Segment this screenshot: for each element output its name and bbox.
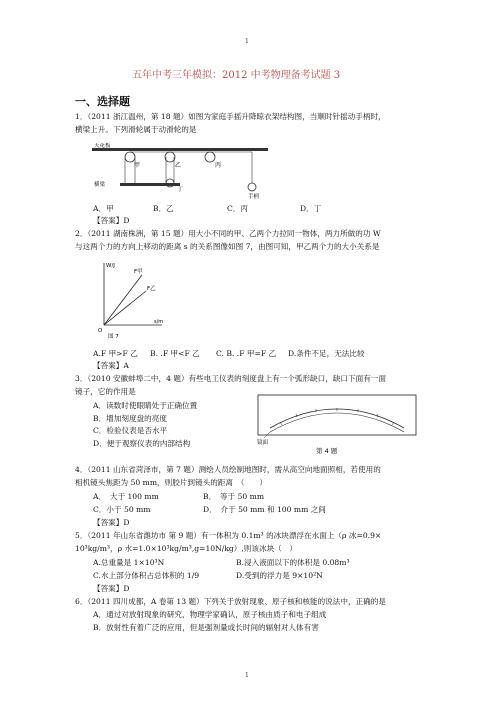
q2-option-b: B. .F 甲<F 乙 — [150, 349, 200, 358]
ceiling-label: 天花板 — [94, 143, 111, 149]
q1-figure — [92, 143, 272, 200]
pulley-yi — [165, 152, 175, 162]
q4-stem-line2: 相机镜头焦距为 50 mm，则胶片到镜头的距离 （ ） — [75, 478, 268, 487]
q3-option-d: D．便于观察仪表的内部结构 — [93, 439, 191, 448]
q2-stem-line1: 2．（2011 湖南株洲，第 15 题）用大小不同的甲、乙两个力拉同一物体，两力所做的功 W — [75, 229, 381, 238]
mirror-label: 镜面 — [257, 440, 269, 446]
q5-stem-line2: 10³kg/m³，ρ 水=1.0×10³kg/m³,g=10N/kg）,则该冰块（ ） — [75, 544, 297, 553]
page-header-number: 1 — [245, 38, 249, 45]
label-handle: 手柄 — [248, 194, 260, 200]
q4-option-b: B． 等于 50 mm — [203, 492, 265, 501]
q1-option-b: B．乙 — [153, 204, 174, 213]
s-axis-label: s/m — [154, 319, 164, 325]
q3-option-a: A．读数时使眼睛处于正确位置 — [93, 401, 198, 410]
q3-stem-line2: 镜子，它的作用是 — [75, 387, 136, 396]
section-heading: 一、选择题 — [75, 95, 130, 108]
handle-wheel — [248, 183, 256, 191]
fig4-caption: 第 4 题 — [316, 447, 338, 455]
q5-stem-line1: 5．（2011 年山东省潍坊市 第 9 题）有一体积为 0.1m³ 的冰块漂浮在水面上（ρ 冰=0.9× — [75, 531, 382, 540]
q1-stem-line2: 横梁上升。下列滑轮属于动滑轮的是 — [75, 125, 197, 134]
q6-option-b: B．放射性有着广泛的应用，但是强剂量或长时间的辐射对人体有害 — [93, 623, 319, 632]
fig7-caption: 图 7 — [108, 334, 119, 340]
q1-answer: 【答案】D — [93, 216, 130, 225]
q3-stem-line1: 3．（2010 安徽蚌埠二中，4 题）有些电工仪表的刻度盘上有一个弧形缺口，缺口下面有一面 — [75, 374, 386, 383]
scale-ticks — [280, 408, 394, 425]
line-f-yi — [104, 291, 146, 325]
q3-figure — [256, 394, 420, 456]
line-f-jia — [104, 275, 142, 325]
q2-figure — [90, 257, 170, 341]
q3-option-b: B．增加刻度盘的亮度 — [93, 414, 167, 423]
label-jia: 甲 — [134, 162, 141, 169]
q4-option-d: D． 介于 50 mm 和 100 mm 之间 — [203, 505, 326, 514]
q4-option-c: C．小于 50 mm — [93, 505, 151, 514]
q6-stem-line1: 6．（2011 四川成都，A 卷第 13 题）下列关于放射现象、原子核和核能的说法中，正确的是 — [75, 597, 386, 606]
q2-stem-line2: 与这两个力的方向上移动的距离 s 的关系图像如图 7，由图可知，甲乙两个力的大小关系是 — [75, 242, 380, 251]
q5-option-c: C.水上部分体积占总体积的 1/9 — [93, 571, 200, 580]
q2-option-d: D.条件不足，无法比较 — [288, 349, 365, 358]
q1-option-c: C．丙 — [227, 204, 248, 213]
label-ding: 丁 — [177, 186, 184, 193]
f-jia-label: F甲 — [134, 269, 143, 275]
q5-option-d: D.受到的浮力是 9×10²N — [236, 571, 323, 580]
label-bing: 丙 — [215, 162, 222, 169]
pulley-bing — [205, 152, 215, 162]
q4-answer: 【答案】D — [93, 518, 130, 527]
q5-option-b: B.浸入液面以下的体积是 0.08m³ — [236, 558, 350, 567]
pulley-jia — [125, 152, 135, 162]
q1-option-d: D．丁 — [300, 204, 322, 213]
label-yi: 乙 — [175, 162, 182, 169]
q4-option-a: A． 大于 100 mm — [93, 492, 159, 501]
q5-option-a: A.总重量是 1×10³N — [93, 558, 165, 567]
q2-option-c: C. B. .F 甲=F 乙 — [216, 349, 277, 358]
q2-option-a: A.F 甲>F 乙 — [93, 349, 138, 358]
page-footer-number: 1 — [245, 672, 249, 679]
meter-frame — [258, 395, 416, 435]
q5-answer: 【答案】D — [93, 584, 130, 593]
ceiling-bar — [92, 148, 268, 151]
w-axis-label: W/J — [106, 263, 115, 269]
f-yi-label: F乙 — [147, 286, 156, 292]
origin-label: O — [98, 328, 103, 334]
beam-bar — [120, 183, 180, 186]
page-title: 五年中考三年模拟：2012 中考物理备考试题 3 — [132, 70, 341, 81]
label-beam: 横梁 — [94, 182, 106, 188]
q4-stem-line1: 4．（2011 山东省菏泽市，第 7 题）测绘人员绘制地图时，需从高空向地面照相，若使用的 — [75, 465, 381, 474]
q1-stem-line1: 1．（2011 浙江温州，第 18 题）如图为家庭手摇升降晾衣架结构图，当顺时针摇动手柄时， — [75, 112, 386, 121]
q2-answer: 【答案】A — [93, 361, 129, 370]
mirror-arc — [270, 413, 404, 432]
q1-option-a: A．甲 — [93, 204, 114, 213]
scale-arc — [270, 409, 404, 428]
q6-option-a: A．通过对放射现象的研究，物理学家确认，原子核由质子和电子组成 — [93, 610, 327, 619]
q3-option-c: C．检验仪表是否水平 — [93, 426, 168, 435]
